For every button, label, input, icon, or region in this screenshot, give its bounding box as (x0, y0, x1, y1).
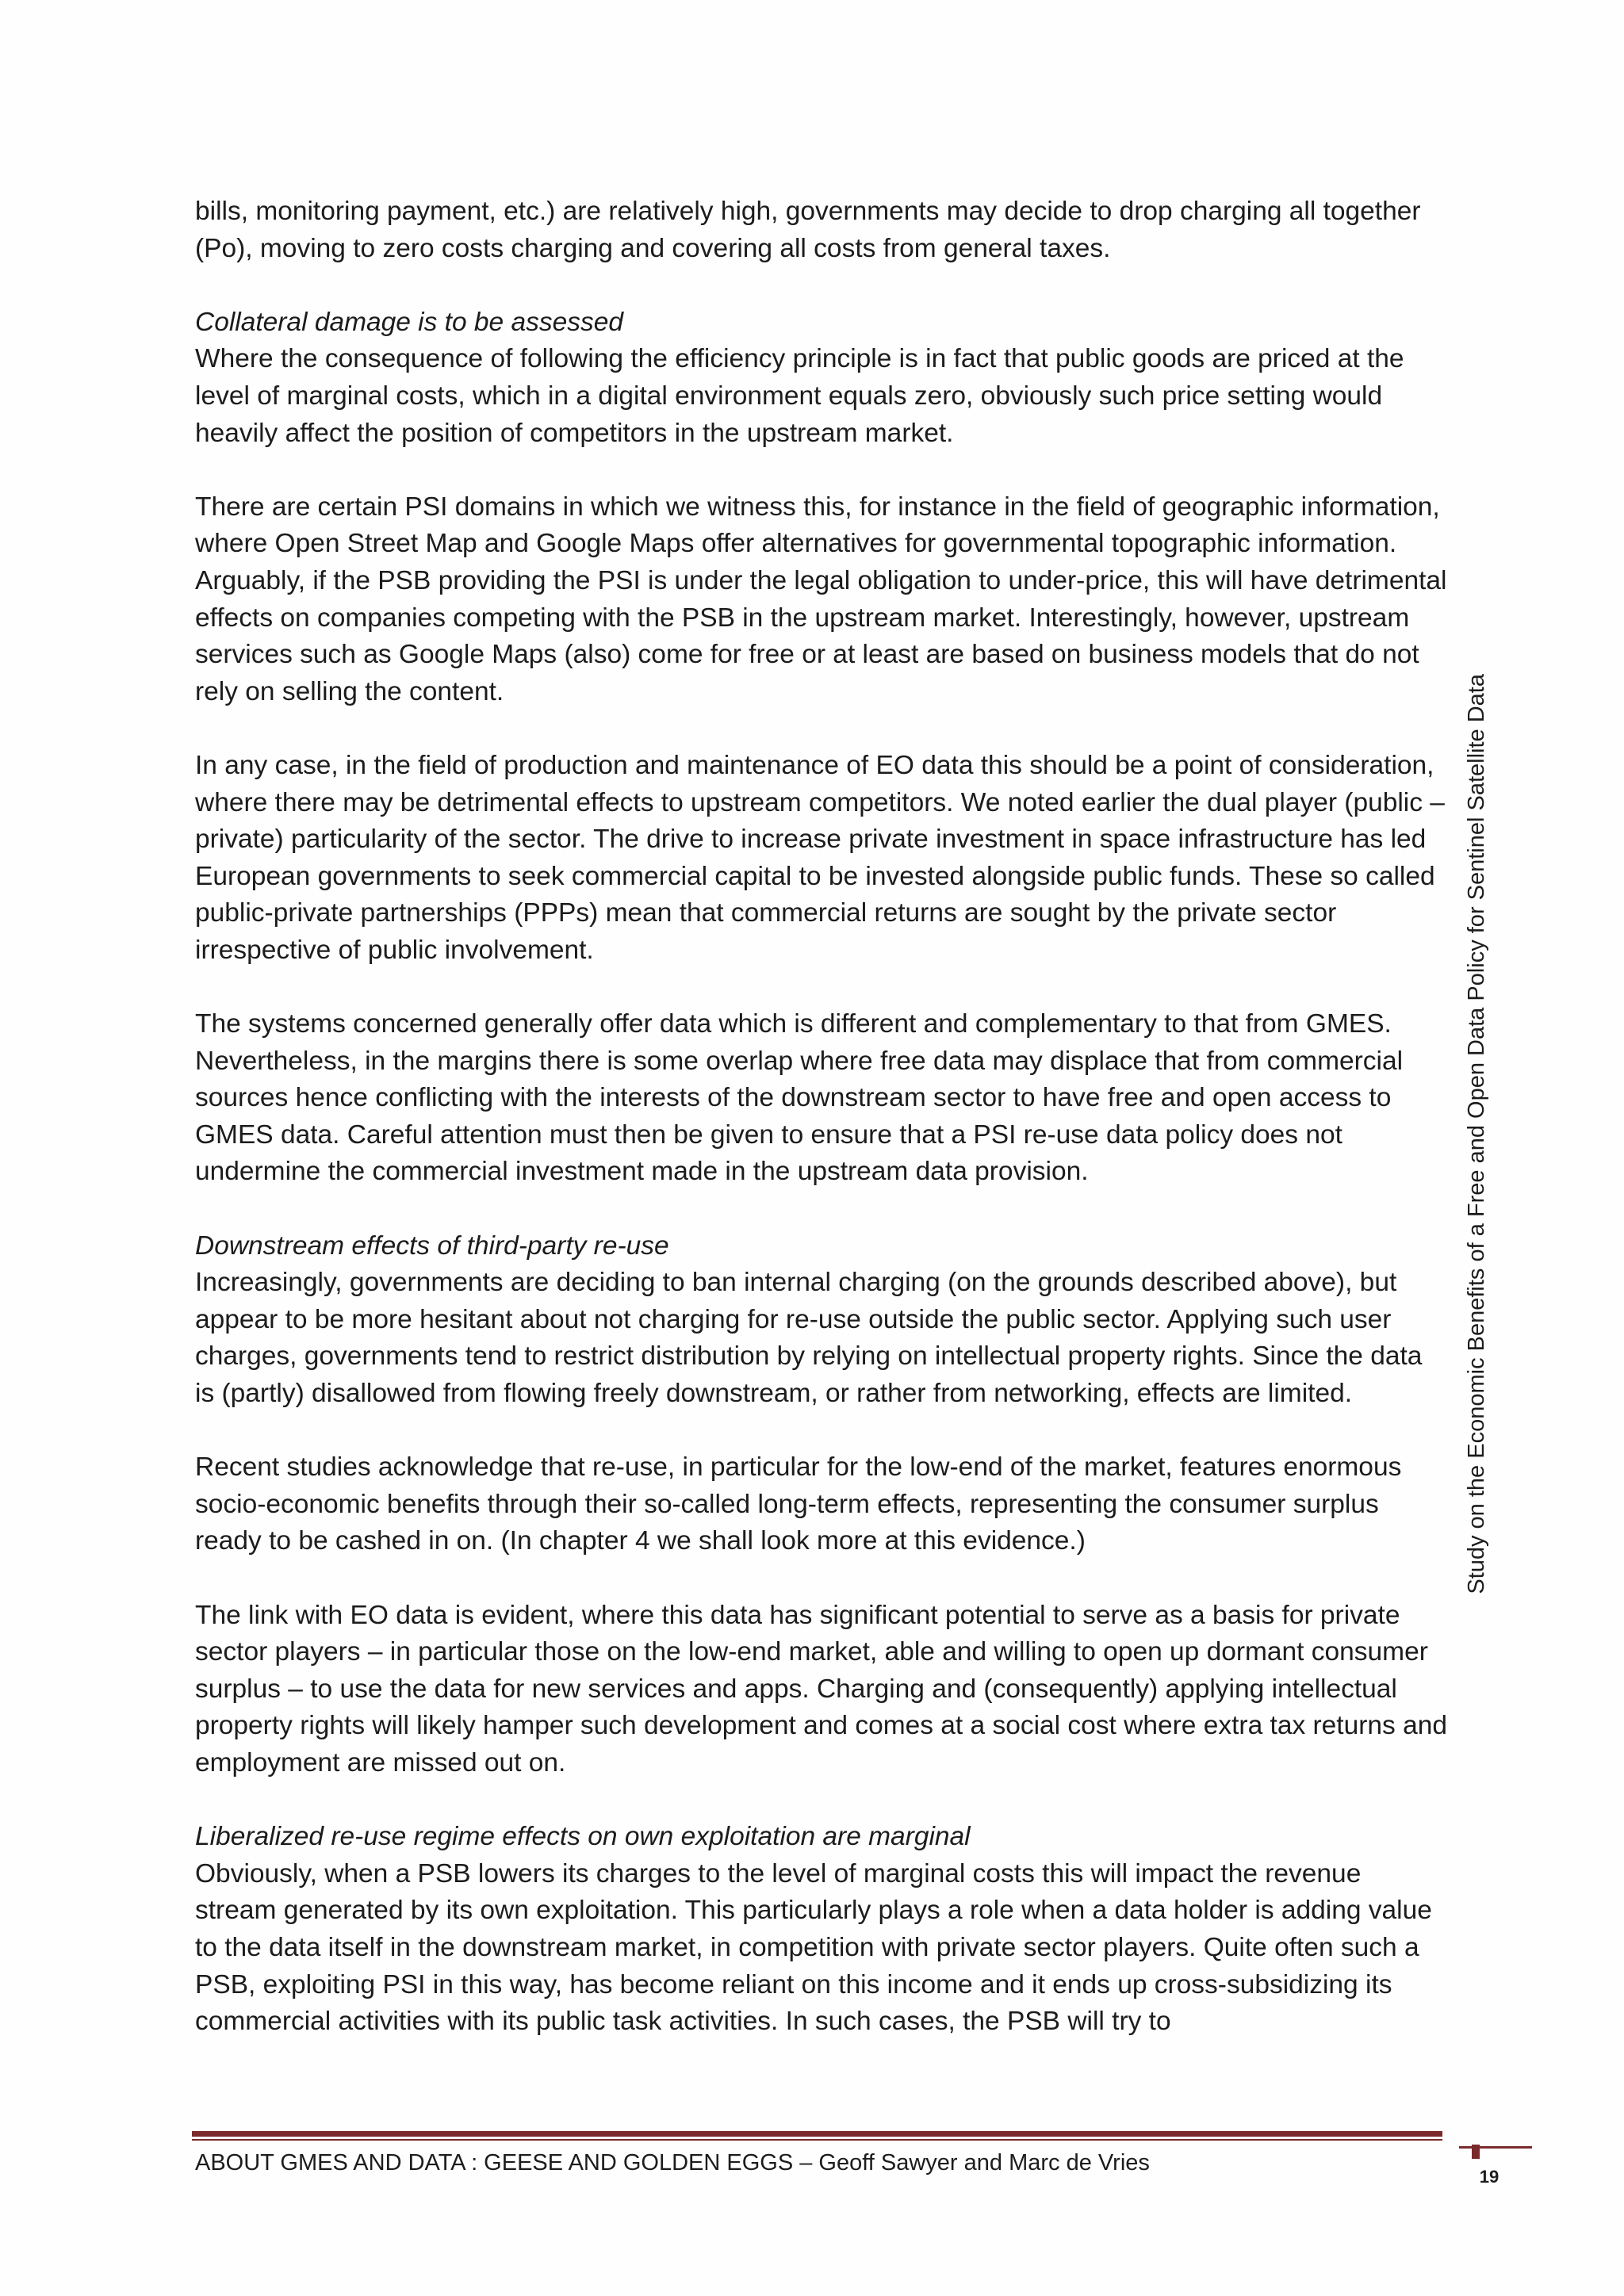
main-text (195, 193, 1448, 2077)
footer-rule-thick (192, 2131, 1442, 2137)
paragraph-1: bills, monitoring payment, etc.) are relatively high, governments may decide to drop charging all together (Po), moving to zero costs charging and covering all costs from general taxes. (195, 197, 1421, 263)
paragraph-4: The systems concerned generally offer data which is different and complementary to that from GMES. Nevertheless, in the margins there is some overlap where free data may displace that from commercial sources hence conflicting with the interests of the downstream sector to have free and open access to GMES data. Careful attention must then be given to ensure that a PSI re-use data policy does not undermine the commercial investment made in the upstream data provision. (195, 1009, 1404, 1187)
paragraph-downstream-effects: Increasingly, governments are deciding to ban internal charging (on the grounds described above), but appear to be more hesitant about not charging for re-use outside the public sector. Applying such user charges, governments tend to restrict distribution by relying on intellectual property rights. Since the data is (partly) disallowed from flowing freely downstream, or rather from networking, effects are limited. (195, 1268, 1423, 1408)
paragraph-collateral-damage: Where the consequence of following the efficiency principle is in fact that public goods are priced at the level of marginal costs, which in a digital environment equals zero, obviously such price setting would heavily affect the position of competitors in the upstream market. (195, 344, 1404, 448)
page-number: 19 (1479, 2167, 1500, 2187)
subheading-collateral-damage: Collateral damage is to be assessed (195, 307, 624, 337)
subheading-liberalized-reuse: Liberalized re-use regime effects on own exploitation are marginal (195, 1822, 971, 1852)
section-downstream-effects (195, 1228, 1448, 1265)
paragraph-5: Recent studies acknowledge that re-use, in particular for the low-end of the market, features enormous socio-economic benefits through their so-called long-term effects, representing the consumer surplus ready to be cashed in on. (In chapter 4 we shall look more at this evidence.) (195, 1452, 1402, 1556)
footer-text: ABOUT GMES AND DATA : GEESE AND GOLDEN EGGS – Geoff Sawyer and Marc de Vries (195, 2150, 1150, 2175)
section-collateral-damage (195, 304, 1448, 342)
paragraph-2: There are certain PSI domains in which we witness this, for instance in the field of geographic information, where Open Street Map and Google Maps offer alternatives for governmental topographic information. Arguably, if the PSB providing the PSI is under the legal obligation to under-price, this will have detrimental effects on companies competing with the PSB in the upstream market. Interestingly, however, upstream services such as Google Maps (also) come for free or at least are based on business models that do not rely on selling the content. (195, 492, 1447, 706)
section-liberalized-reuse (195, 1819, 1448, 1856)
paragraph-3: In any case, in the field of production and maintenance of EO data this should be a point of consideration, where there may be detrimental effects to upstream competitors. We noted earlier the dual player (public – private) particularity of the sector. The drive to increase private investment in space infrastructure has led European governments to seek commercial capital to be invested alongside public funds. These so called public-private partnerships (PPPs) mean that commercial returns are sought by the private sector irrespective of public involvement. (195, 750, 1445, 965)
paragraph-6: The link with EO data is evident, where this data has significant potential to serve as a basis for private sector players – in particular those on the low-end market, able and willing to open up dormant consumer surplus – to use the data for new services and apps. Charging and (consequently) applying intellectual property rights will likely hamper such development and comes at a social cost where extra tax returns and employment are missed out on. (195, 1600, 1447, 1777)
footer-rule-thin (192, 2139, 1442, 2141)
page-number-rule (1459, 2146, 1532, 2149)
side-running-title-text: Study on the Economic Benefits of a Free and Open Data Policy for Sentinel Satellite Data (1464, 674, 1489, 1594)
side-running-title (1461, 674, 1492, 1641)
subheading-downstream-effects: Downstream effects of third-party re-use (195, 1230, 669, 1261)
paragraph-liberalized-reuse: Obviously, when a PSB lowers its charges to the level of marginal costs this will impact the revenue stream generated by its own exploitation. This particularly plays a role when a data holder is adding value to the data itself in the downstream market, in competition with private sector players. Quite often such a PSB, exploiting PSI in this way, has become reliant on this income and it ends up cross-subsidizing its commercial activities with its public task activities. In such cases, the PSB will try to (195, 1858, 1432, 2037)
